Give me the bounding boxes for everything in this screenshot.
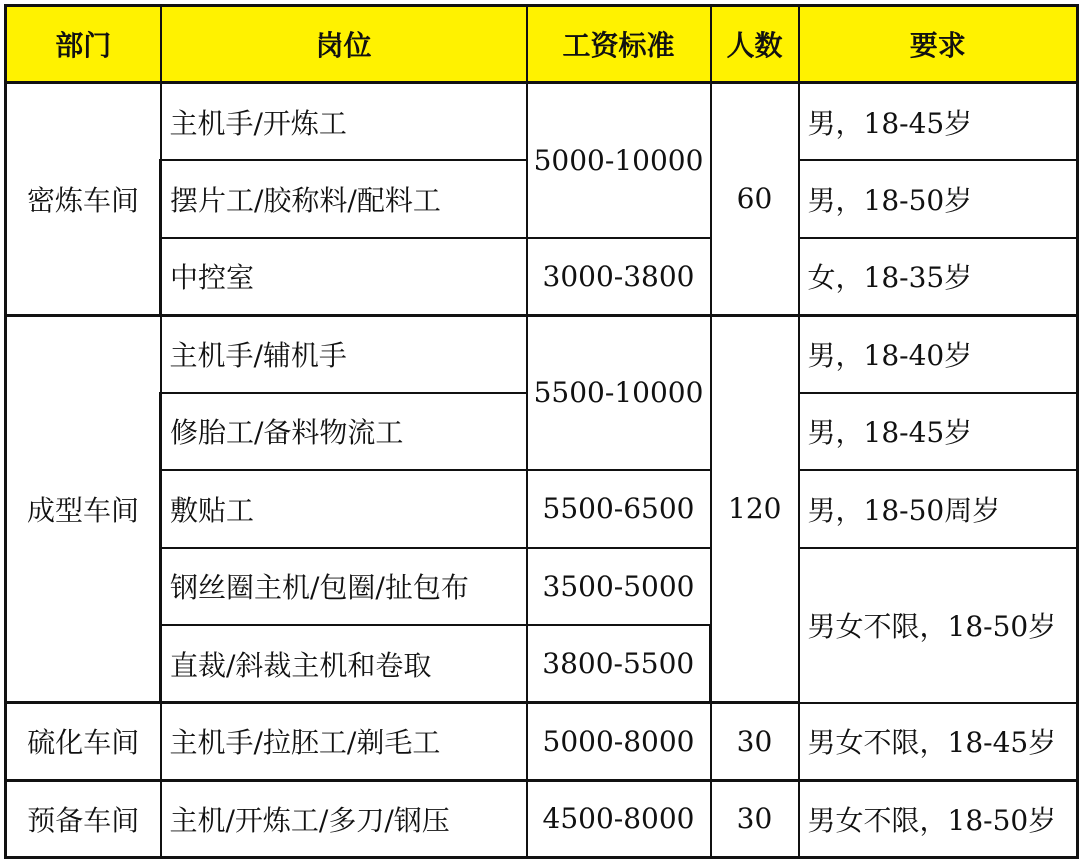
position-cell: 敷贴工 (161, 470, 527, 548)
header-requirement: 要求 (799, 6, 1078, 83)
table-body (6, 83, 1078, 858)
salary-cell: 4500-8000 (527, 780, 711, 858)
header-salary: 工资标准 (527, 6, 711, 83)
header-dept: 部门 (6, 6, 161, 83)
count-cell: 30 (711, 780, 799, 858)
table-row (6, 703, 1078, 781)
salary-cell: 3800-5500 (527, 625, 711, 703)
requirement-cell: 男，18-50周岁 (799, 470, 1078, 548)
position-cell: 修胎工/备料物流工 (161, 393, 527, 471)
position-cell: 主机手/拉胚工/剃毛工 (161, 703, 527, 781)
table-row (6, 315, 1078, 393)
header-row (6, 6, 1078, 83)
recruitment-table (4, 4, 1079, 859)
position-cell: 中控室 (161, 238, 527, 316)
table-row (6, 83, 1078, 161)
header-position: 岗位 (161, 6, 527, 83)
dept-cell: 密炼车间 (6, 83, 161, 316)
dept-cell: 成型车间 (6, 315, 161, 703)
table-row (6, 238, 1078, 316)
count-cell: 60 (711, 83, 799, 316)
position-cell: 主机手/辅机手 (161, 315, 527, 393)
salary-cell: 5500-10000 (527, 315, 711, 470)
requirement-cell: 男，18-50岁 (799, 160, 1078, 238)
recruitment-table-wrapper (4, 4, 1079, 859)
header-count: 人数 (711, 6, 799, 83)
requirement-cell: 男，18-45岁 (799, 83, 1078, 161)
requirement-cell: 男女不限，18-50岁 (799, 548, 1078, 703)
salary-cell: 5500-6500 (527, 470, 711, 548)
table-row (6, 780, 1078, 858)
count-cell: 120 (711, 315, 799, 703)
position-cell: 直裁/斜裁主机和卷取 (161, 625, 527, 703)
table-header (6, 6, 1078, 83)
salary-cell: 3500-5000 (527, 548, 711, 626)
position-cell: 钢丝圈主机/包圈/扯包布 (161, 548, 527, 626)
dept-cell: 硫化车间 (6, 703, 161, 781)
requirement-cell: 男，18-40岁 (799, 315, 1078, 393)
position-cell: 主机手/开炼工 (161, 83, 527, 161)
requirement-cell: 男，18-45岁 (799, 393, 1078, 471)
requirement-cell: 男女不限，18-50岁 (799, 780, 1078, 858)
position-cell: 主机/开炼工/多刀/钢压 (161, 780, 527, 858)
salary-cell: 5000-10000 (527, 83, 711, 238)
dept-cell: 预备车间 (6, 780, 161, 858)
requirement-cell: 男女不限，18-45岁 (799, 703, 1078, 781)
salary-cell: 5000-8000 (527, 703, 711, 781)
table-row (6, 470, 1078, 548)
table-row (6, 548, 1078, 626)
count-cell: 30 (711, 703, 799, 781)
salary-cell: 3000-3800 (527, 238, 711, 316)
requirement-cell: 女，18-35岁 (799, 238, 1078, 316)
position-cell: 摆片工/胶称料/配料工 (161, 160, 527, 238)
